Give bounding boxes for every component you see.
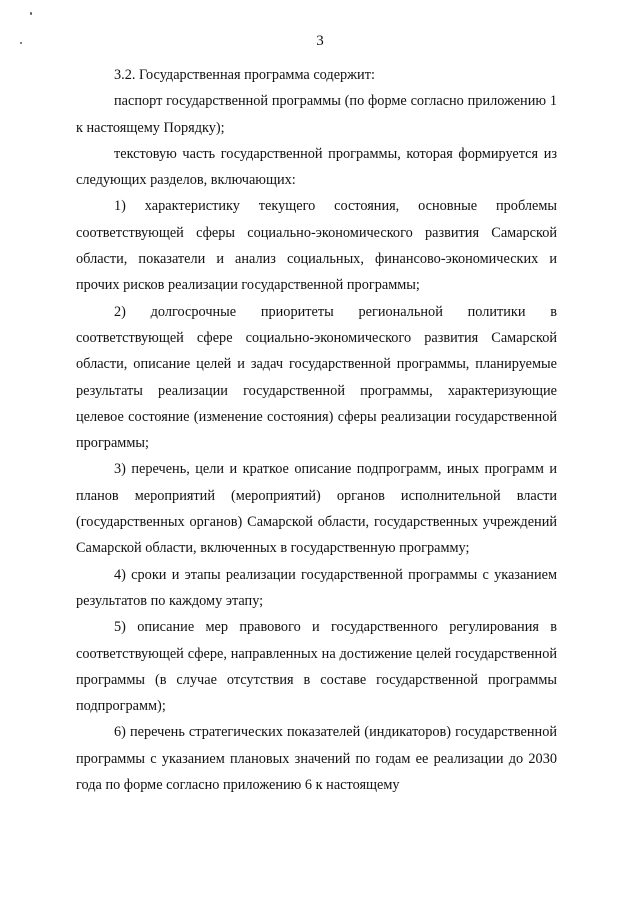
paragraph-item-5: 5) описание мер правового и государственного регулирования в соответствующей сфере, направленных на достижение целей государственной программы (в случае отсутствия в составе государственной программы подпрограмм); bbox=[76, 619, 557, 715]
paragraph-section-heading: 3.2. Государственная программа содержит: bbox=[114, 67, 375, 83]
paragraph-item-2: 2) долгосрочные приоритеты региональной политики в соответствующей сфере социально-экономического развития Самарской области, описание целей и задач государственной программы, планируемые результаты реализации государственной программы, характеризующие целевое состояние (изменение состояния) сферы реализации государственной программы; bbox=[76, 303, 557, 452]
paragraph-item-3: 3) перечень, цели и краткое описание подпрограмм, иных программ и планов мероприятий (мероприятий) органов исполнительной власти (государственных органов) Самарской области, государственных учреждений Самарской области, включенных в государственную программу; bbox=[76, 461, 557, 557]
page-number: 3 bbox=[316, 33, 324, 49]
scan-speck bbox=[30, 12, 32, 15]
document-body bbox=[76, 62, 557, 798]
paragraph-item-1: 1) характеристику текущего состояния, основные проблемы соответствующей сферы социально-экономического развития Самарской области, показатели и анализ социальных, финансово-экономических и прочих рисков реализации государственной программы; bbox=[76, 198, 557, 294]
paragraph-text-part: текстовую часть государственной программы, которая формируется из следующих разделов, включающих: bbox=[76, 145, 557, 189]
paragraph-passport: паспорт государственной программы (по форме согласно приложению 1 к настоящему Порядку); bbox=[76, 93, 557, 136]
paragraph-item-6: 6) перечень стратегических показателей (индикаторов) государственной программы с указанием плановых значений по годам ее реализации до 2030 года по форме согласно приложению 6 к настоящему bbox=[76, 724, 557, 794]
paragraph-item-4: 4) сроки и этапы реализации государственной программы с указанием результатов по каждому этапу; bbox=[76, 566, 557, 609]
